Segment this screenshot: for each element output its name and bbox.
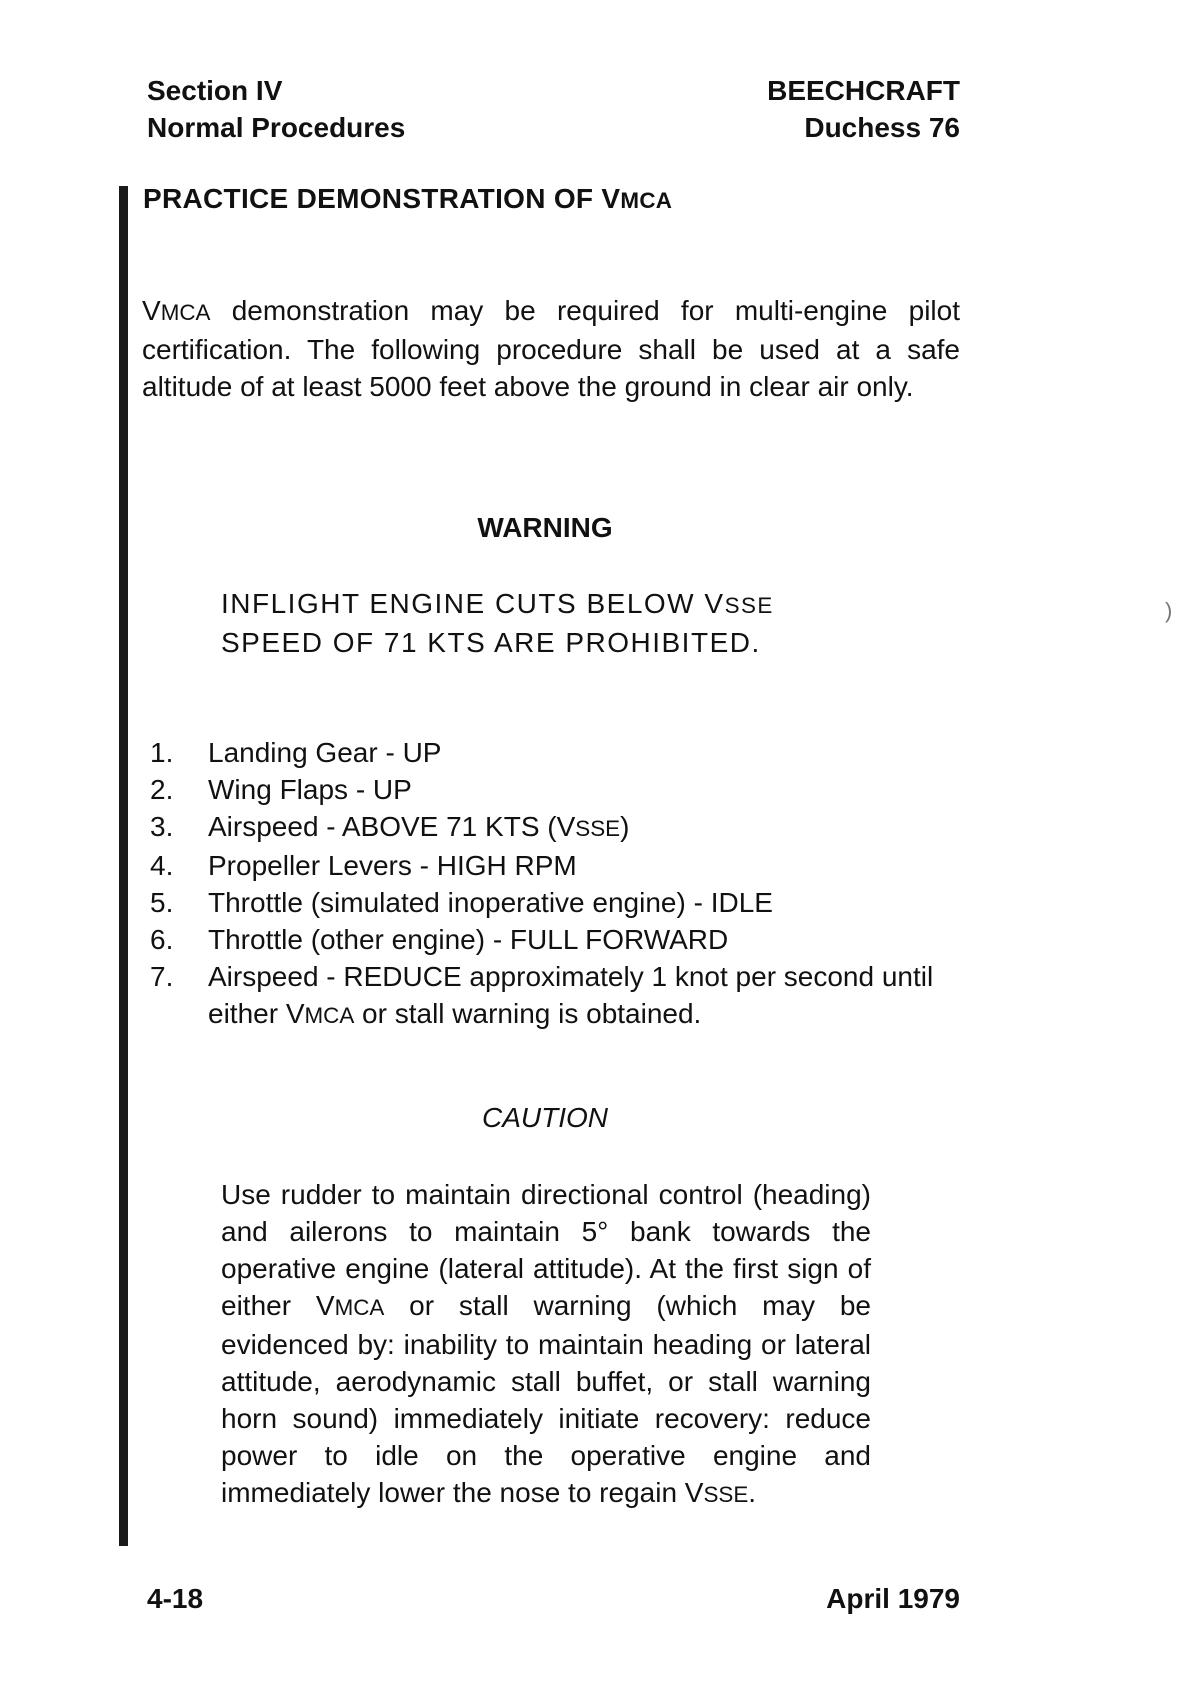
step-text: Propeller Levers - HIGH RPM [208,850,577,881]
warning-line-1 [221,585,921,624]
caution-subscript-1: MCA [334,1295,385,1320]
list-item [150,771,970,808]
caution-text-part-1: Use rudder to maintain directional control (heading) and ailerons to maintain 5° bank towards the operative engine (lateral attitude). At the first sign of either V [221,1179,871,1321]
step-number: 2. [150,774,174,805]
step-number: 4. [150,850,174,881]
step-text: Throttle (simulated inoperative engine) - IDLE [208,887,773,918]
page-number: 4-18 [147,1583,204,1614]
warning-text [221,585,921,661]
step-number: 7. [150,961,174,992]
step-subscript: SSE [575,816,621,841]
warning-line-2: SPEED OF 71 KTS ARE PROHIBITED. [221,627,761,658]
step-number: 1. [150,737,174,768]
scan-speck: ) [1165,598,1173,623]
step-suffix: or stall warning is obtained. [354,998,702,1029]
intro-v-subscript: MCA [160,300,211,325]
list-item [150,847,970,884]
step-suffix: ) [620,811,630,842]
revision-change-bar [119,186,128,1546]
warning-line-1-subscript: SSE [724,593,774,618]
list-item [150,884,970,921]
publication-date: April 1979 [826,1583,960,1614]
section-title-main: PRACTICE DEMONSTRATION OF V [143,183,621,214]
intro-v: V [142,295,161,326]
step-number: 5. [150,887,174,918]
list-item [150,958,970,1034]
caution-text [221,1176,871,1513]
section-name: Normal Procedures [147,112,406,143]
list-item [150,808,970,847]
caution-subscript-2: SSE [703,1482,749,1507]
caution-title: CAUTION [482,1102,608,1133]
list-item [150,921,970,958]
list-item [150,734,970,771]
caution-text-part-2: or stall warning (which may be evidenced by: inability to maintain heading or lateral attitude, aerodynamic stall buffet, or stall warning horn sound) immediately initiate recovery: reduce power to idle on the operative engine and immediately lower the nose to regain V [221,1290,872,1508]
step-text-wrapper [208,808,970,847]
intro-paragraph [142,292,960,405]
step-text: Wing Flaps - UP [208,774,412,805]
manufacturer: BEECHCRAFT [767,75,960,106]
warning-title: WARNING [477,512,613,543]
step-text: Airspeed - ABOVE 71 KTS (V [208,811,576,842]
step-text: Airspeed - REDUCE approximately 1 knot per second until either V [208,961,934,1029]
step-number: 3. [150,811,174,842]
section-title [143,183,672,215]
intro-text: demonstration may be required for multi-engine pilot certification. The following procedure shall be used at a safe altitude of at least 5000 feet above the ground in clear air only. [142,295,960,402]
step-text: Landing Gear - UP [208,737,442,768]
procedure-steps [150,734,970,1034]
step-text-wrapper [208,958,970,1034]
section-title-subscript: MCA [620,188,673,213]
section-number: Section IV [147,75,283,106]
step-number: 6. [150,924,174,955]
step-subscript: MCA [304,1003,355,1028]
step-text: Throttle (other engine) - FULL FORWARD [208,924,729,955]
aircraft-model: Duchess 76 [804,112,960,143]
caution-text-part-3: . [748,1477,757,1508]
warning-line-1-main: INFLIGHT ENGINE CUTS BELOW V [221,588,725,619]
header-right [767,72,960,146]
header-left [147,72,405,146]
